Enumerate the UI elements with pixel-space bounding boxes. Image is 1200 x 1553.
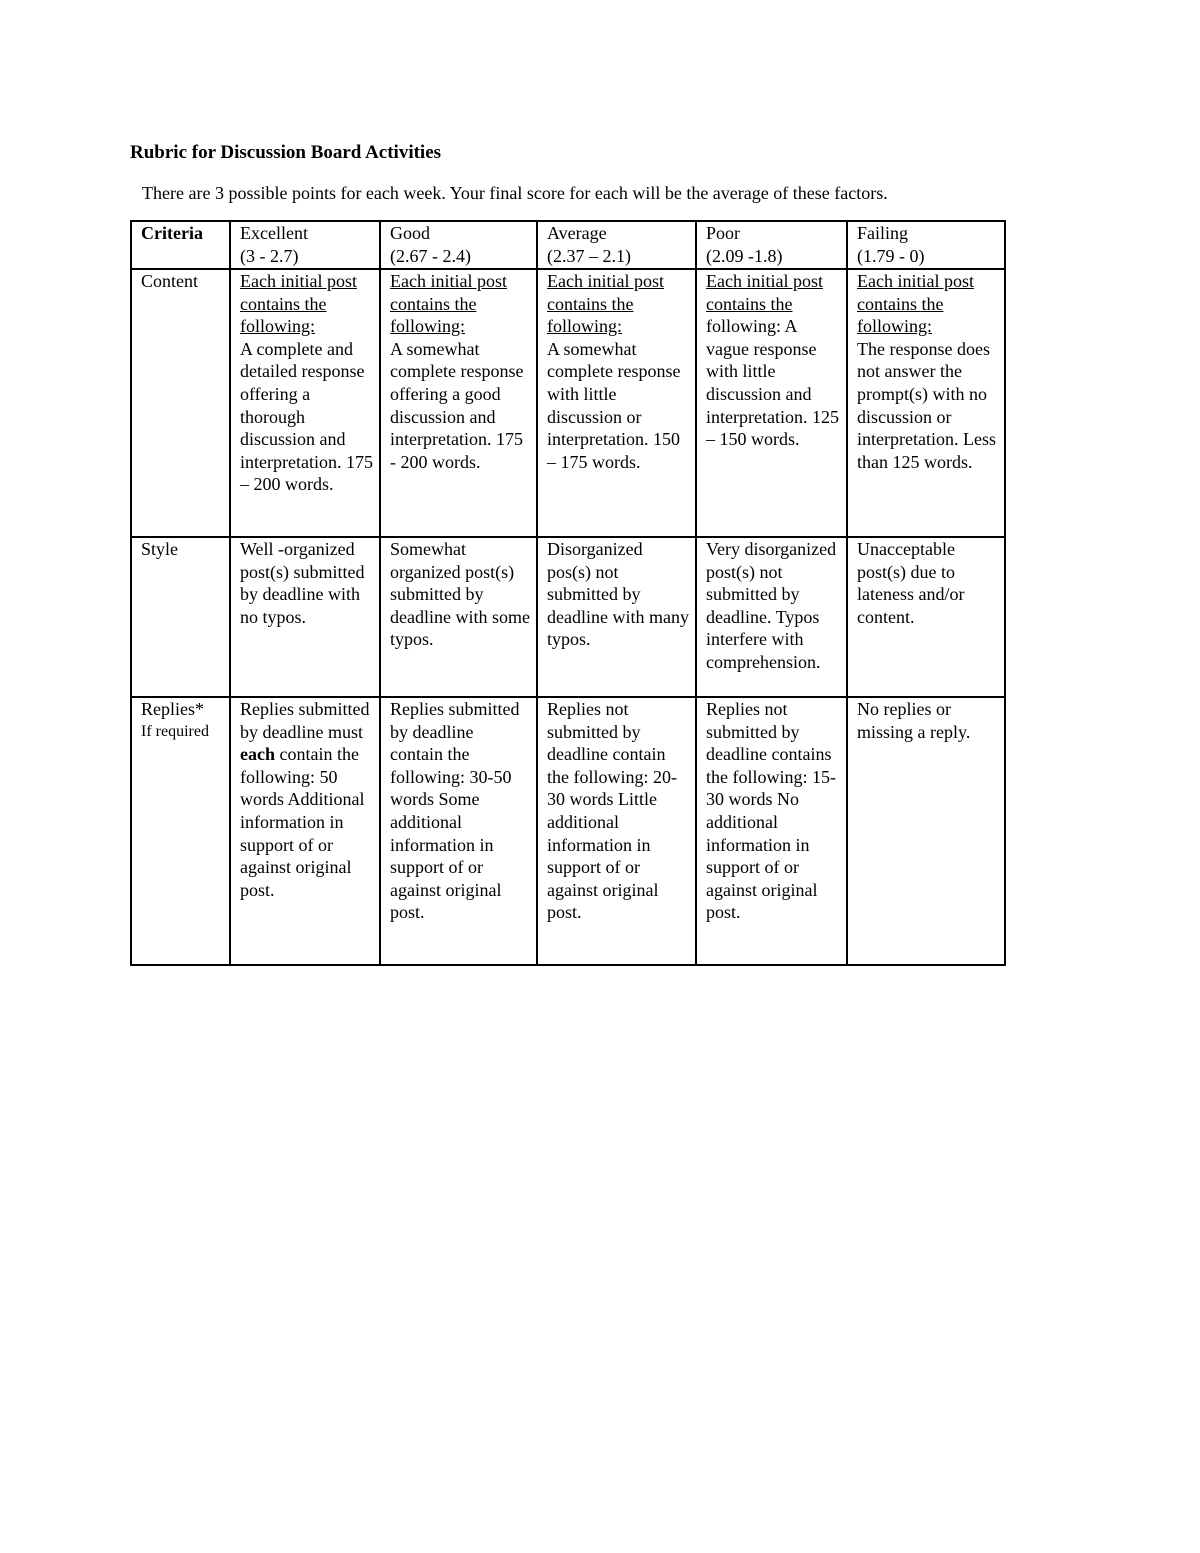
document-intro: There are 3 possible points for each week. Your final score for each will be the average of these factors. — [142, 183, 888, 203]
level-range: (1.79 - 0) — [857, 245, 925, 266]
row-label-replies — [131, 697, 230, 965]
level-range: (2.37 – 2.1) — [547, 245, 631, 266]
table-row-replies — [131, 697, 1005, 965]
cell-bold-text: each — [240, 744, 275, 765]
level-range: (3 - 2.7) — [240, 245, 299, 266]
cell-text: The response does not answer the prompt(s) with no discussion or interpretation. Less than 125 words. — [857, 338, 996, 472]
cell-text: contain the following: 50 words Additional information in support of or against original post. — [240, 744, 365, 900]
row-label-content: Content — [131, 269, 230, 537]
replies-poor-cell: Replies not submitted by deadline contains the following: 15-30 words No additional information in support of or against original post. — [696, 697, 847, 965]
content-poor-cell — [696, 269, 847, 537]
cell-underlined-text: Each initial post contains the following: — [240, 271, 357, 337]
document-page — [130, 139, 1010, 966]
content-failing-cell — [847, 269, 1005, 537]
level-name: Failing — [857, 223, 909, 243]
level-name: Excellent — [240, 223, 308, 243]
level-name: Poor — [706, 223, 741, 243]
style-excellent-cell: Well -organized post(s) submitted by deadline with no typos. — [230, 537, 380, 697]
row-label-style: Style — [131, 537, 230, 697]
table-row-style — [131, 537, 1005, 697]
level-name: Good — [390, 223, 430, 243]
level-range: (2.67 - 2.4) — [390, 245, 471, 266]
cell-text: following: A vague response with little discussion and interpretation. 125 – 150 words. — [706, 316, 839, 450]
header-poor — [696, 221, 847, 269]
replies-average-cell: Replies not submitted by deadline contain the following: 20-30 words Little additional information in support of or against original post. — [537, 697, 696, 965]
level-range: (2.09 -1.8) — [706, 245, 783, 266]
document-title: Rubric for Discussion Board Activities — [130, 142, 442, 163]
cell-text: Replies submitted by deadline must — [240, 699, 370, 742]
table-row-content — [131, 269, 1005, 537]
header-good — [380, 221, 537, 269]
style-average-cell: Disorganized pos(s) not submitted by deadline with many typos. — [537, 537, 696, 697]
level-name: Average — [547, 223, 607, 243]
replies-label: Replies* — [141, 699, 204, 719]
content-excellent-cell — [230, 269, 380, 537]
style-failing-cell: Unacceptable post(s) due to lateness and/or content. — [847, 537, 1005, 697]
replies-failing-cell: No replies or missing a reply. — [847, 697, 1005, 965]
replies-good-cell: Replies submitted by deadline contain the following: 30-50 words Some additional information in support of or against original post. — [380, 697, 537, 965]
style-poor-cell: Very disorganized post(s) not submitted by deadline. Typos interfere with comprehension. — [696, 537, 847, 697]
cell-text: A somewhat complete response with little discussion or interpretation. 150 – 175 words. — [547, 338, 681, 472]
header-average — [537, 221, 696, 269]
cell-text: A complete and detailed response offering a thorough discussion and interpretation. 175 – 200 words. — [240, 338, 373, 495]
content-average-cell — [537, 269, 696, 537]
content-good-cell — [380, 269, 537, 537]
cell-underlined-text: Each initial post contains the following: — [547, 271, 664, 337]
cell-underlined-text: Each initial post contains the following: — [857, 271, 974, 337]
header-criteria — [131, 221, 230, 269]
table-header-row — [131, 221, 1005, 269]
cell-underlined-text: Each initial post contains the — [706, 271, 823, 314]
header-failing — [847, 221, 1005, 269]
rubric-table — [130, 220, 1006, 966]
replies-sublabel: If required — [141, 722, 209, 740]
cell-text: A somewhat complete response offering a good discussion and interpretation. 175 - 200 words. — [390, 338, 524, 472]
cell-underlined-text: Each initial post contains the following: — [390, 271, 507, 337]
replies-excellent-cell — [230, 697, 380, 965]
header-excellent — [230, 221, 380, 269]
style-good-cell: Somewhat organized post(s) submitted by deadline with some typos. — [380, 537, 537, 697]
header-criteria-label: Criteria — [141, 223, 203, 243]
